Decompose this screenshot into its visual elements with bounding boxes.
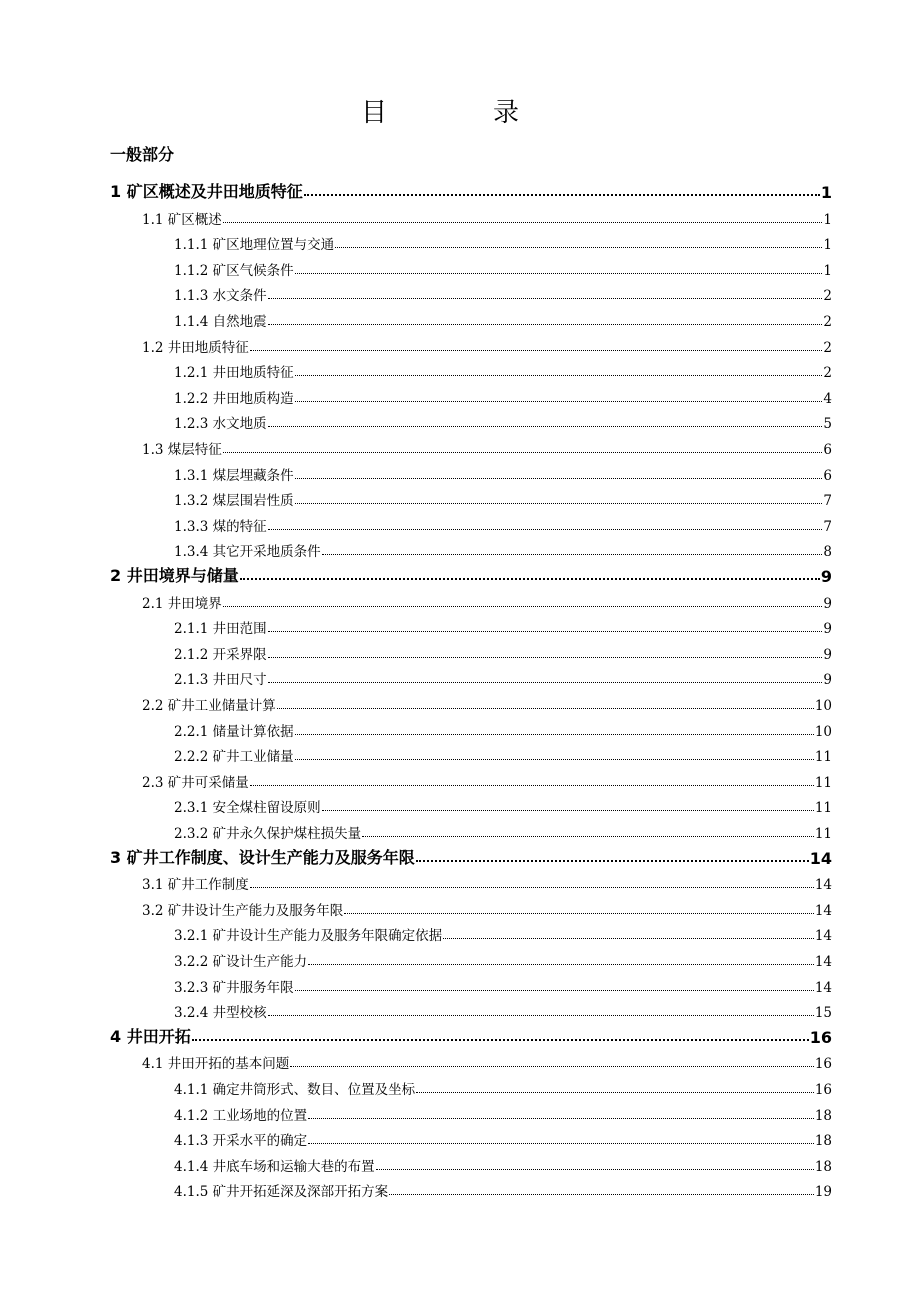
toc-entry-page-number: 11	[814, 749, 832, 766]
toc-entry-page-number: 6	[823, 467, 832, 484]
toc-entry-title: 2.2 矿井工业储量计算	[142, 698, 276, 714]
toc-entry-title: 2.3.1 安全煤柱留设原则	[174, 800, 321, 817]
page-title: 目 录	[360, 98, 559, 128]
toc-entry[interactable]	[174, 919, 832, 944]
toc-entry[interactable]	[174, 382, 832, 407]
toc-entry-page-number: 15	[814, 1005, 832, 1022]
toc-entry-page-number: 14	[814, 877, 832, 894]
toc-entry-title: 2.1.1 井田范围	[174, 621, 267, 638]
toc-entry[interactable]	[174, 1073, 832, 1098]
dot-leader	[250, 886, 814, 888]
toc-entry-title: 4.1.2 工业场地的位置	[174, 1107, 308, 1124]
toc-entry-page-number: 10	[814, 698, 832, 714]
toc-entry-title: 1.3.1 煤层埋藏条件	[174, 467, 294, 484]
toc-entry-page-number: 1	[820, 183, 832, 202]
dot-leader	[250, 784, 814, 786]
dot-leader	[344, 912, 814, 914]
toc-entry-page-number: 2	[823, 314, 832, 330]
dot-leader	[295, 400, 823, 402]
toc-entry-title: 2.1.3 井田尺寸	[174, 672, 267, 689]
toc-entry-title: 4.1.5 矿井开拓延深及深部开拓方案	[174, 1184, 389, 1201]
toc-entry-title: 1.2 井田地质特征	[142, 339, 249, 356]
toc-entry[interactable]	[174, 1175, 832, 1200]
dot-leader	[223, 451, 823, 453]
dot-leader	[322, 553, 823, 555]
dot-leader	[250, 349, 823, 351]
toc-entry-title: 3.2.4 井型校核	[174, 1005, 267, 1022]
toc-entry-page-number: 4	[823, 390, 832, 407]
toc-entry-title: 1.3 煤层特征	[142, 442, 222, 458]
toc-entry[interactable]	[174, 1124, 832, 1149]
toc-entry-page-number: 16	[814, 1056, 832, 1073]
dot-leader	[304, 193, 820, 196]
toc-entry-page-number: 11	[814, 774, 832, 791]
toc-entry[interactable]	[174, 535, 832, 560]
toc-entry[interactable]	[174, 305, 832, 330]
toc-entry-title: 3.2.2 矿设计生产能力	[174, 954, 308, 970]
toc-entry[interactable]	[174, 228, 832, 253]
toc-entry[interactable]	[142, 1047, 832, 1072]
dot-leader	[268, 1014, 814, 1016]
toc-entry-title: 3 矿井工作制度、设计生产能力及服务年限	[110, 847, 415, 867]
toc-entry-page-number: 14	[814, 902, 832, 919]
toc-entry-title: 2.2.1 储量计算依据	[174, 723, 294, 740]
dot-leader	[223, 221, 823, 223]
toc-entry-title: 2.1.2 开采界限	[174, 646, 267, 663]
toc-entry-page-number: 14	[809, 848, 832, 868]
toc-entry-page-number: 18	[814, 1107, 832, 1124]
toc-entry-page-number: 2	[823, 339, 832, 356]
dot-leader	[240, 577, 820, 580]
toc-entry-page-number: 9	[823, 621, 832, 638]
toc-entry-title: 4 井田开拓	[110, 1026, 191, 1046]
toc-entry-page-number: 18	[814, 1133, 832, 1150]
toc-entry-title: 2.3.2 矿井永久保护煤柱损失量	[174, 826, 362, 842]
toc-entry-title: 3.2 矿井设计生产能力及服务年限	[142, 902, 344, 919]
dot-leader	[308, 963, 814, 965]
toc-entry-title: 1 矿区概述及井田地质特征	[110, 182, 303, 201]
toc-entry[interactable]	[142, 868, 832, 893]
toc-entry-title: 3.2.3 矿井服务年限	[174, 979, 294, 996]
toc-entry[interactable]	[174, 740, 832, 765]
dot-leader	[290, 1065, 814, 1067]
toc-entry[interactable]	[142, 894, 832, 919]
toc-entry[interactable]	[174, 996, 832, 1021]
toc-entry-page-number: 7	[823, 493, 832, 510]
toc-entry-page-number: 11	[814, 826, 832, 842]
toc-entry[interactable]	[174, 356, 832, 381]
toc-entry-title: 1.1.2 矿区气候条件	[174, 262, 294, 279]
toc-entry-title: 3.2.1 矿井设计生产能力及服务年限确定依据	[174, 928, 443, 945]
toc-entry-page-number: 2	[823, 288, 832, 305]
toc-entry-page-number: 16	[809, 1027, 832, 1047]
toc-entry-page-number: 9	[823, 595, 832, 612]
toc-entry[interactable]	[174, 663, 832, 688]
toc-entry-title: 1.2.3 水文地质	[174, 416, 267, 433]
toc-entry[interactable]	[174, 638, 832, 663]
dot-leader	[268, 323, 823, 325]
dot-leader	[295, 758, 814, 760]
dot-leader	[268, 528, 823, 530]
dot-leader	[389, 1193, 814, 1195]
toc-entry-title: 1.2.2 井田地质构造	[174, 390, 294, 407]
dot-leader	[295, 989, 814, 991]
toc-entry-page-number: 9	[823, 646, 832, 663]
toc-entry[interactable]	[174, 971, 832, 996]
toc-entry[interactable]	[174, 279, 832, 304]
toc-entry[interactable]	[142, 433, 832, 458]
toc-entry-title: 1.3.3 煤的特征	[174, 518, 267, 535]
toc-entry[interactable]	[174, 510, 832, 535]
dot-leader	[308, 1142, 814, 1144]
toc-entry[interactable]	[174, 254, 832, 279]
dot-leader	[322, 809, 814, 811]
toc-entry[interactable]	[142, 331, 832, 356]
dot-leader	[268, 425, 823, 427]
toc-entry[interactable]	[174, 612, 832, 637]
toc-entry[interactable]	[110, 1022, 832, 1047]
dot-leader	[295, 272, 823, 274]
dot-leader	[416, 859, 809, 862]
toc-entry[interactable]	[174, 715, 832, 740]
dot-leader	[295, 374, 823, 376]
toc-entry-page-number: 9	[823, 672, 832, 689]
toc-entry[interactable]	[174, 945, 832, 970]
toc-entry-title: 1.1.1 矿区地理位置与交通	[174, 237, 335, 254]
dot-leader	[295, 733, 814, 735]
dot-leader	[335, 246, 822, 248]
toc-entry-page-number: 14	[814, 954, 832, 970]
toc-entry-page-number: 6	[823, 442, 832, 458]
toc-entry[interactable]	[174, 1150, 832, 1175]
toc-entry-page-number: 16	[814, 1082, 832, 1098]
toc-entry-title: 2 井田境界与储量	[110, 566, 239, 585]
dot-leader	[416, 1091, 814, 1093]
toc-entry-page-number: 1	[823, 211, 832, 228]
toc-entry-title: 1.3.4 其它开采地质条件	[174, 544, 321, 561]
toc-entry-title: 4.1.1 确定井筒形式、数目、位置及坐标	[174, 1082, 416, 1098]
toc-entry[interactable]	[174, 459, 832, 484]
toc-entry-title: 2.1 井田境界	[142, 595, 222, 612]
toc-entry[interactable]	[142, 766, 832, 791]
section-heading: 一般部分	[110, 145, 175, 164]
toc-entry[interactable]	[174, 1099, 832, 1124]
toc-entry[interactable]	[110, 843, 832, 868]
dot-leader	[295, 502, 823, 504]
toc-entry[interactable]	[110, 177, 832, 202]
toc-entry-title: 2.3 矿井可采储量	[142, 774, 249, 791]
toc-entry-title: 1.1.4 自然地震	[174, 314, 267, 330]
toc-entry[interactable]	[174, 817, 832, 842]
dot-leader	[443, 937, 814, 939]
dot-leader	[308, 1117, 814, 1119]
dot-leader	[295, 477, 823, 479]
toc-entry-title: 2.2.2 矿井工业储量	[174, 749, 294, 766]
toc-entry-page-number: 11	[814, 800, 832, 817]
toc-entry[interactable]	[174, 791, 832, 816]
toc-entry-title: 4.1 井田开拓的基本问题	[142, 1056, 290, 1073]
toc-entry-page-number: 10	[814, 723, 832, 740]
toc-entry-title: 1.1 矿区概述	[142, 211, 222, 228]
toc-entry-page-number: 1	[823, 262, 832, 279]
dot-leader	[268, 297, 823, 299]
toc-entry[interactable]	[142, 689, 832, 714]
toc-entry-page-number: 19	[814, 1184, 832, 1201]
toc-entry-page-number: 18	[814, 1158, 832, 1175]
toc-entry-page-number: 7	[823, 518, 832, 535]
toc-entry[interactable]	[142, 587, 832, 612]
dot-leader	[223, 605, 823, 607]
toc-entry-page-number: 9	[820, 567, 832, 586]
toc-entry-page-number: 5	[823, 416, 832, 433]
dot-leader	[268, 656, 823, 658]
toc-entry[interactable]	[174, 407, 832, 432]
dot-leader	[268, 681, 823, 683]
toc-entry-page-number: 14	[814, 928, 832, 945]
toc-entry-page-number: 2	[823, 365, 832, 382]
dot-leader	[376, 1168, 814, 1170]
toc-entry[interactable]	[142, 203, 832, 228]
toc-entry[interactable]	[110, 561, 832, 586]
toc-entry-page-number: 8	[823, 544, 832, 561]
dot-leader	[277, 707, 814, 709]
toc-entry[interactable]	[174, 484, 832, 509]
dot-leader	[192, 1038, 809, 1041]
toc-entry-page-number: 14	[814, 979, 832, 996]
toc-entry-title: 4.1.3 开采水平的确定	[174, 1133, 308, 1150]
toc-entry-title: 1.1.3 水文条件	[174, 288, 267, 305]
toc-entry-page-number: 1	[823, 237, 832, 254]
dot-leader	[268, 630, 823, 632]
toc-entry-title: 1.2.1 井田地质特征	[174, 365, 294, 382]
toc-entry-title: 3.1 矿井工作制度	[142, 877, 249, 894]
toc-entry-title: 1.3.2 煤层围岩性质	[174, 493, 294, 510]
toc-entry-title: 4.1.4 井底车场和运输大巷的布置	[174, 1158, 375, 1175]
dot-leader	[362, 835, 814, 837]
